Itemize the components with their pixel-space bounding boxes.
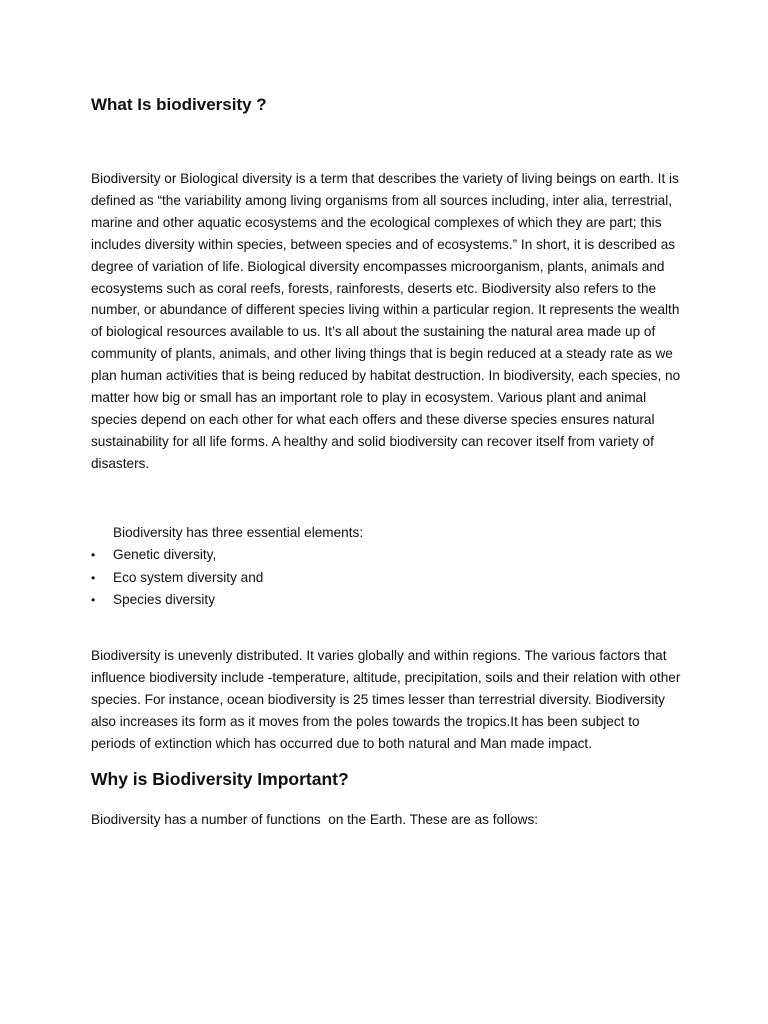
distribution-paragraph: Biodiversity is unevenly distributed. It varies globally and within regions. The various factors that influence biodiversity include -temperature, altitude, precipitation, soils and their relation with other species. For instance, ocean biodiversity is 25 times lesser than terrestrial diversity. Biodiversity also increases its form as it moves from the poles towards the tropics.It has been subject to periods of extinction which has occurred due to both natural and Man made impact. bbox=[91, 648, 681, 751]
elements-list bbox=[91, 544, 263, 612]
list-item bbox=[91, 544, 263, 567]
section-heading-what-is-biodiversity: What Is biodiversity ? bbox=[91, 95, 267, 114]
list-item bbox=[91, 589, 263, 612]
section-heading-why-important: Why is Biodiversity Important? bbox=[91, 769, 349, 789]
bullet-icon: • bbox=[91, 548, 96, 562]
bullet-icon: • bbox=[91, 570, 96, 585]
list-item-text: Species diversity bbox=[113, 592, 215, 607]
elements-intro: Biodiversity has three essential elements: bbox=[113, 525, 364, 540]
definition-paragraph: Biodiversity or Biological diversity is a term that describes the variety of living beings on earth. It is defined as “the variability among living organisms from all sources including, inter alia, terrestrial, marine and other aquatic ecosystems and the ecological complexes of which they are part; this includes diversity within species, between species and of ecosystems.” In short, it is described as degree of variation of life. Biological diversity encompasses microorganism, plants, animals and ecosystems such as coral reefs, forests, rainforests, deserts etc. Biodiversity also refers to the number, or abundance of different species living within a particular region. It represents the wealth of biological resources available to us. It’s all about the sustaining the natural area made up of community of plants, animals, and other living things that is begin reduced at a steady rate as we plan human activities that is being reduced by habitat destruction. In biodiversity, each species, no matter how big or small has an important role to play in ecosystem. Various plant and animal species depend on each other for what each offers and these diverse species ensures natural sustainability for all life forms. A healthy and solid biodiversity can recover itself from variety of disasters. bbox=[91, 171, 681, 471]
bullet-icon: • bbox=[91, 593, 96, 607]
list-item-text: Genetic diversity, bbox=[113, 547, 217, 562]
list-item bbox=[91, 567, 263, 590]
list-item-text: Eco system diversity and bbox=[113, 569, 264, 585]
functions-intro-paragraph: Biodiversity has a number of functions on the Earth. These are as follows: bbox=[91, 812, 539, 827]
